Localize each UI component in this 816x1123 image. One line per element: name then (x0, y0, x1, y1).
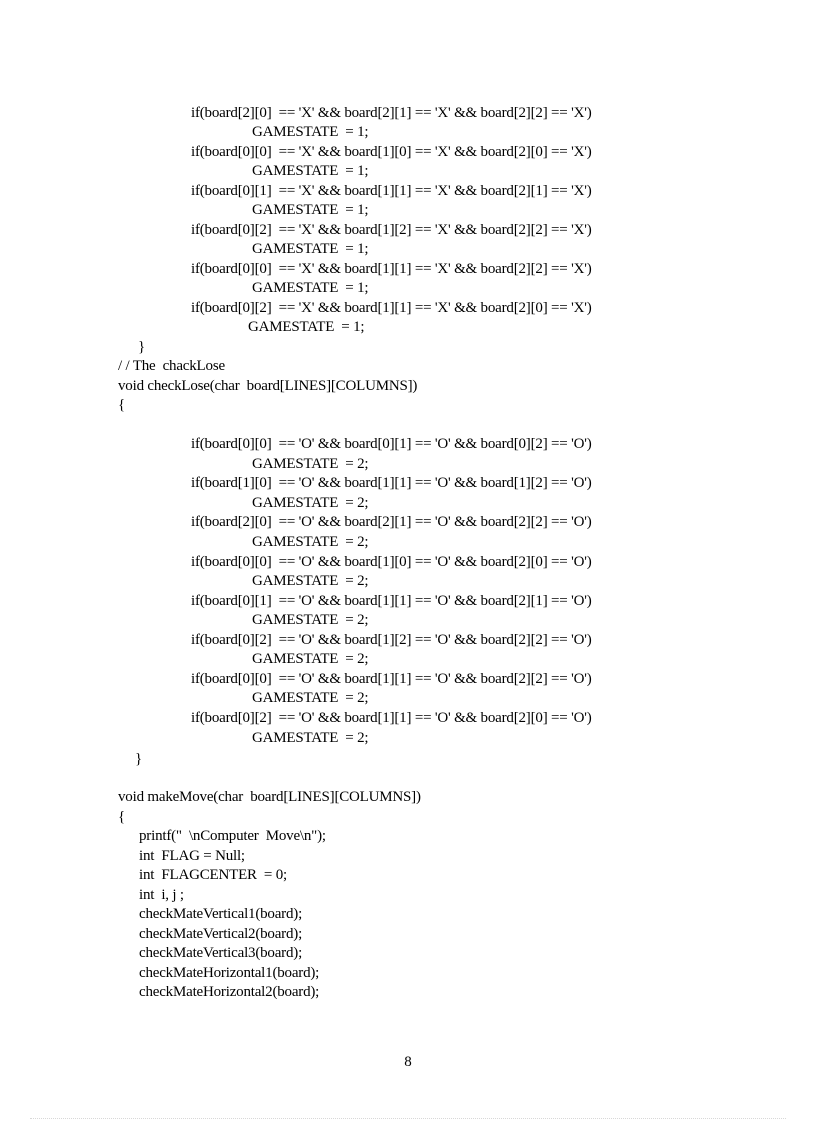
code-line: checkMateVertical1(board); (139, 906, 303, 922)
code-line: GAMESTATE = 2; (252, 612, 369, 628)
code-line: GAMESTATE = 2; (252, 573, 369, 589)
code-line: GAMESTATE = 2; (252, 690, 369, 706)
page-bottom-rule (30, 1118, 786, 1119)
code-line: } (135, 751, 142, 767)
code-line: if(board[0][0] == 'O' && board[0][1] == 'O' && board[0][2] == 'O') (191, 436, 592, 452)
code-line: printf(" \nComputer Move\n"); (139, 828, 326, 844)
code-line: if(board[0][2] == 'X' && board[1][1] == 'X' && board[2][0] == 'X') (191, 300, 592, 316)
code-line: checkMateHorizontal2(board); (139, 984, 320, 1000)
code-line: if(board[0][2] == 'O' && board[1][2] == 'O' && board[2][2] == 'O') (191, 632, 592, 648)
code-line: if(board[0][0] == 'O' && board[1][1] == 'O' && board[2][2] == 'O') (191, 671, 592, 687)
code-line: GAMESTATE = 2; (252, 534, 369, 550)
code-line: checkMateVertical2(board); (139, 926, 303, 942)
page-number: 8 (404, 1054, 412, 1070)
code-line: if(board[2][0] == 'O' && board[2][1] == 'O' && board[2][2] == 'O') (191, 514, 592, 530)
code-line: GAMESTATE = 1; (252, 124, 369, 140)
code-line: GAMESTATE = 2; (252, 730, 369, 746)
code-line: void checkLose(char board[LINES][COLUMNS]) (118, 378, 418, 394)
code-line: / / The chackLose (118, 358, 225, 374)
code-line: } (138, 339, 145, 355)
code-line: void makeMove(char board[LINES][COLUMNS]) (118, 789, 421, 805)
code-line: GAMESTATE = 1; (252, 202, 369, 218)
code-line: GAMESTATE = 2; (252, 495, 369, 511)
code-line: if(board[0][2] == 'X' && board[1][2] == 'X' && board[2][2] == 'X') (191, 222, 592, 238)
code-line: if(board[0][0] == 'X' && board[1][0] == 'X' && board[2][0] == 'X') (191, 144, 592, 160)
code-line: int i, j ; (139, 887, 184, 903)
code-line: if(board[0][0] == 'O' && board[1][0] == 'O' && board[2][0] == 'O') (191, 554, 592, 570)
code-line: checkMateHorizontal1(board); (139, 965, 320, 981)
code-line: if(board[2][0] == 'X' && board[2][1] == 'X' && board[2][2] == 'X') (191, 105, 592, 121)
code-line: GAMESTATE = 1; (252, 163, 369, 179)
code-line: if(board[0][0] == 'X' && board[1][1] == 'X' && board[2][2] == 'X') (191, 261, 592, 277)
code-line: GAMESTATE = 1; (248, 319, 365, 335)
code-line: if(board[0][2] == 'O' && board[1][1] == 'O' && board[2][0] == 'O') (191, 710, 592, 726)
code-line: if(board[0][1] == 'X' && board[1][1] == 'X' && board[2][1] == 'X') (191, 183, 592, 199)
code-line: int FLAGCENTER = 0; (139, 867, 288, 883)
code-line: { (118, 809, 125, 825)
code-line: { (118, 397, 125, 413)
code-line: GAMESTATE = 2; (252, 651, 369, 667)
code-line: GAMESTATE = 1; (252, 280, 369, 296)
code-line: GAMESTATE = 2; (252, 456, 369, 472)
code-line: int FLAG = Null; (139, 848, 245, 864)
code-line: if(board[1][0] == 'O' && board[1][1] == 'O' && board[1][2] == 'O') (191, 475, 592, 491)
code-line: checkMateVertical3(board); (139, 945, 303, 961)
code-line: GAMESTATE = 1; (252, 241, 369, 257)
code-line: if(board[0][1] == 'O' && board[1][1] == 'O' && board[2][1] == 'O') (191, 593, 592, 609)
